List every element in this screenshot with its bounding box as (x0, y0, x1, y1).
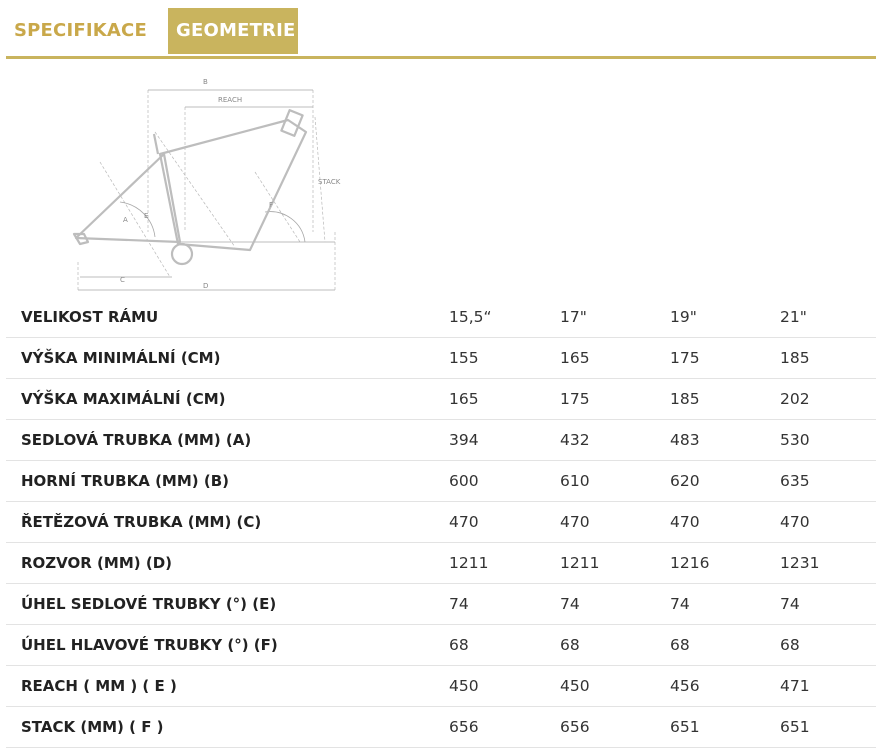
rear-triangle (76, 154, 180, 242)
table-row (6, 502, 876, 543)
cell-size-4: 530 (780, 420, 876, 461)
main-triangle (160, 120, 306, 250)
bottom-bracket (172, 244, 192, 264)
frame-diagram-svg (60, 72, 360, 300)
cell-size-1: 450 (449, 666, 560, 707)
table-row (6, 297, 876, 338)
table-row (6, 543, 876, 584)
cell-size-4: 202 (780, 379, 876, 420)
cell-size-1: 394 (449, 420, 560, 461)
row-label: SEDLOVÁ TRUBKA (MM) (A) (6, 420, 449, 461)
cell-size-1: 600 (449, 461, 560, 502)
cell-size-2: 610 (560, 461, 670, 502)
tab-bar (6, 8, 876, 59)
cell-size-4: 635 (780, 461, 876, 502)
table-row (6, 338, 876, 379)
tab-geometrie[interactable]: GEOMETRIE (168, 8, 298, 54)
label-b: B (203, 78, 208, 86)
cell-size-2: 470 (560, 502, 670, 543)
cell-size-1: 155 (449, 338, 560, 379)
cell-size-2: 17" (560, 297, 670, 338)
cell-size-2: 74 (560, 584, 670, 625)
cell-size-2: 450 (560, 666, 670, 707)
table-row (6, 625, 876, 666)
table-row (6, 707, 876, 748)
cell-size-3: 185 (670, 379, 780, 420)
cell-size-1: 470 (449, 502, 560, 543)
cell-size-1: 656 (449, 707, 560, 748)
table-row (6, 666, 876, 707)
cell-size-3: 470 (670, 502, 780, 543)
cell-size-4: 1231 (780, 543, 876, 584)
label-f: F (269, 201, 274, 209)
cell-size-4: 185 (780, 338, 876, 379)
cell-size-2: 165 (560, 338, 670, 379)
seat-angle-guide (100, 162, 170, 277)
cell-size-3: 74 (670, 584, 780, 625)
table-row (6, 379, 876, 420)
table-row (6, 420, 876, 461)
cell-size-3: 1216 (670, 543, 780, 584)
cell-size-4: 74 (780, 584, 876, 625)
cell-size-3: 620 (670, 461, 780, 502)
cell-size-3: 456 (670, 666, 780, 707)
row-label: ÚHEL HLAVOVÉ TRUBKY (°) (F) (6, 625, 449, 666)
geometry-table-body (6, 297, 876, 748)
cell-size-1: 68 (449, 625, 560, 666)
label-e: E (144, 212, 149, 220)
frame-geometry-diagram (60, 72, 360, 300)
table-row (6, 461, 876, 502)
cell-size-3: 175 (670, 338, 780, 379)
row-label: ŘETĚZOVÁ TRUBKA (MM) (C) (6, 502, 449, 543)
cell-size-3: 19" (670, 297, 780, 338)
cell-size-2: 1211 (560, 543, 670, 584)
label-reach: REACH (218, 96, 243, 104)
label-stack: STACK (318, 178, 341, 186)
cell-size-4: 471 (780, 666, 876, 707)
row-label: VELIKOST RÁMU (6, 297, 449, 338)
row-label: VÝŠKA MAXIMÁLNÍ (CM) (6, 379, 449, 420)
geometry-table (6, 297, 876, 748)
cell-size-1: 15,5“ (449, 297, 560, 338)
row-label: REACH ( MM ) ( E ) (6, 666, 449, 707)
row-label: ÚHEL SEDLOVÉ TRUBKY (°) (E) (6, 584, 449, 625)
row-label: HORNÍ TRUBKA (MM) (B) (6, 461, 449, 502)
cell-size-2: 175 (560, 379, 670, 420)
table-row (6, 584, 876, 625)
angle-f-arc (265, 212, 305, 242)
row-label: STACK (MM) ( F ) (6, 707, 449, 748)
cell-size-1: 165 (449, 379, 560, 420)
head-angle-guide-2 (255, 172, 300, 242)
cell-size-4: 68 (780, 625, 876, 666)
cell-size-2: 432 (560, 420, 670, 461)
cell-size-4: 21" (780, 297, 876, 338)
cell-size-3: 68 (670, 625, 780, 666)
cell-size-3: 483 (670, 420, 780, 461)
label-c: C (120, 276, 125, 284)
cell-size-4: 651 (780, 707, 876, 748)
cell-size-3: 651 (670, 707, 780, 748)
cell-size-2: 656 (560, 707, 670, 748)
seat-post (154, 134, 158, 154)
row-label: ROZVOR (MM) (D) (6, 543, 449, 584)
label-d: D (203, 282, 209, 290)
row-label: VÝŠKA MINIMÁLNÍ (CM) (6, 338, 449, 379)
cell-size-1: 74 (449, 584, 560, 625)
cell-size-2: 68 (560, 625, 670, 666)
label-a: A (123, 216, 128, 224)
cell-size-4: 470 (780, 502, 876, 543)
tab-specifikace[interactable]: SPECIFIKACE (14, 20, 147, 41)
cell-size-1: 1211 (449, 543, 560, 584)
